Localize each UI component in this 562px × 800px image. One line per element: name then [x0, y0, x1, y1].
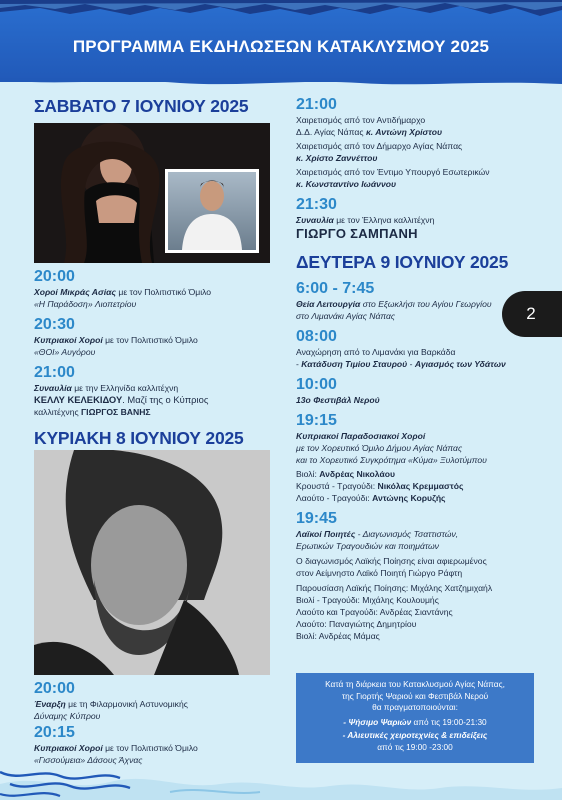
event-description: [296, 358, 536, 370]
event-text: Δύναμης Κύπρου: [34, 711, 101, 721]
event-title: Συναυλία: [296, 215, 334, 225]
singer-photo-kelly: [34, 123, 270, 263]
bearded-singer-image: [34, 450, 270, 675]
info-highlight: - Αλιευτικές χειροτεχνίες & επιδείξεις: [342, 730, 488, 740]
info-line: θα πραγματοποιούνται:: [372, 702, 458, 712]
event-title: Κατάδυση Τιμίου Σταυρού: [301, 359, 408, 369]
event-text: με την Ελληνίδα καλλιτέχνη: [71, 383, 179, 393]
role: Λαούτο - Τραγούδι:: [296, 493, 373, 503]
singer-photo-sunday: [34, 450, 270, 675]
event-text: με τον Έλληνα καλλιτέχνη: [333, 215, 435, 225]
musician-line: Βιολί: Ανδρέας Μάμας: [296, 631, 380, 641]
event-text: -: [407, 359, 415, 369]
event-time: 6:00 - 7:45: [296, 280, 375, 297]
header-wave: [0, 78, 562, 88]
event-time: 21:30: [296, 196, 337, 213]
sunday-title: ΚΥΡΙΑΚΗ 8 ΙΟΥΝΙΟΥ 2025: [34, 428, 244, 448]
official-name: κ. Αντώνη Χρίστου: [365, 127, 443, 137]
musician-line: Βιολί - Τραγούδι: Μιχάλης Κουλουμής: [296, 595, 439, 605]
event-text: «Γισσούμεια» Δάσους Άχνας: [34, 755, 143, 765]
event-description: Χαιρετισμός από τον Έντιμο Υπουργό Εσωτερικών: [296, 167, 490, 177]
event-time: 19:15: [296, 412, 337, 429]
event-title: Χοροί Μικράς Ασίας: [34, 287, 116, 297]
event-title: Συναυλία: [34, 383, 72, 393]
singer-photo-giorgos: [165, 169, 259, 253]
event-description: [34, 298, 274, 310]
event-description: Αναχώρηση από το Λιμανάκι για Βαρκάδα: [296, 347, 456, 357]
event-time: 20:00: [34, 268, 75, 285]
musician-line: [296, 492, 536, 504]
event-text: με τον Πολιτιστικό Όμιλο: [102, 335, 198, 345]
info-line: της Γιορτής Ψαριού και Φεστιβάλ Νερού: [341, 690, 489, 701]
event-description: [34, 382, 274, 394]
sunday-events: [34, 674, 274, 766]
info-line: από τις 19:00 -23:00: [377, 741, 453, 752]
page-title: ΠΡΟΓΡΑΜΜΑ ΕΚΔΗΛΩΣΕΩΝ ΚΑΤΑΚΛΥΣΜΟΥ 2025: [72, 37, 490, 56]
event-description: στο Λιμανάκι Αγίας Νάπας: [296, 311, 396, 321]
official-name: κ. Κωνσταντίνο Ιωάννου: [296, 179, 397, 189]
event-title: Κυπριακοί Παραδοσιακοί Χοροί: [296, 431, 426, 441]
info-highlight: - Ψήσιμο Ψαριών: [343, 716, 412, 727]
artist-name: ΓΙΩΡΓΟΣ ΒΑΝΗΣ: [81, 407, 151, 417]
artist-name: ΚΕΛΛΥ ΚΕΛΕΚΙΔΟΥ: [34, 394, 123, 405]
event-description: Ερωτικών Τραγουδιών και ποιημάτων: [296, 541, 439, 551]
event-time: 19:45: [296, 510, 337, 527]
event-description: [34, 710, 274, 722]
event-title: Αγιασμός των Υδάτων: [414, 359, 506, 369]
monday-title: ΔΕΥΤΕΡΑ 9 ΙΟΥΝΙΟΥ 2025: [296, 252, 509, 272]
saturday-section: [34, 96, 274, 117]
artist-name: ΓΙΩΡΓΟ ΣΑΜΠΑΝΗ: [296, 226, 418, 241]
musician-name: Ανδρέας Νικολάου: [319, 469, 396, 479]
event-description: [34, 286, 274, 298]
musician-line: Λαούτο και Τραγούδι: Ανδρέας Σιαντάνης: [296, 607, 453, 617]
musician-line: Λαούτο: Παναγιώτης Δημητρίου: [296, 619, 417, 629]
event-title: Κυπριακοί Χοροί: [34, 335, 103, 345]
event-description: Χαιρετισμός από τον Αντιδήμαρχο: [296, 115, 426, 125]
event-time: 21:00: [34, 364, 75, 381]
event-description: με τον Χορευτικό Όμιλο Δήμου Αγίας Νάπας: [296, 443, 463, 453]
sunday-section: [34, 428, 274, 449]
saturday-events-right: [296, 90, 536, 241]
monday-section: [296, 252, 536, 642]
event-time: 08:00: [296, 328, 337, 345]
event-description: [34, 346, 274, 358]
event-description: [296, 528, 536, 540]
event-text: «Η Παράδοση» Λιοπετρίου: [34, 299, 137, 309]
event-description: [34, 334, 274, 346]
role: Βιολί:: [296, 469, 320, 479]
header-banner: [0, 0, 562, 82]
event-description: [34, 406, 274, 418]
event-time: 20:00: [34, 680, 75, 697]
musician-name: Αντώνης Κορυζής: [372, 493, 446, 503]
role: Κρουστά - Τραγούδι:: [296, 481, 378, 491]
saturday-events-left: [34, 262, 274, 418]
event-description: στον Αείμνηστο Λαϊκό Ποιητή Γιώργο Ράφτη: [296, 568, 463, 578]
header-decoration: [0, 0, 562, 22]
event-time: 20:30: [34, 316, 75, 333]
page-number-badge[interactable]: 2: [502, 291, 562, 337]
saturday-title: ΣΑΒΒΑΤΟ 7 ΙΟΥΝΙΟΥ 2025: [34, 96, 249, 116]
event-description: Παρουσίαση Λαϊκής Ποίησης: Μιχάλης Χατζημιχαήλ: [296, 583, 493, 593]
musician-line: [296, 480, 536, 492]
event-text: «ΘΟΙ» Αυγόρου: [34, 347, 96, 357]
event-description: Χαιρετισμός από τον Δήμαρχο Αγίας Νάπας: [296, 141, 463, 151]
event-text: με τον Πολιτιστικό Όμιλο: [102, 743, 198, 753]
info-text: από τις 19:00-21:30: [411, 716, 487, 727]
event-title: 13ο Φεστιβάλ Νερού: [296, 395, 380, 405]
event-text: καλλιτέχνης: [34, 407, 82, 417]
event-text: με τον Πολιτιστικό Όμιλο: [116, 287, 212, 297]
event-description: [34, 698, 274, 710]
event-text: -: [296, 359, 302, 369]
event-text: - Διαγωνισμός Τσαττιστών,: [355, 529, 459, 539]
musician-line: [296, 468, 536, 480]
event-description: [34, 394, 274, 406]
event-time: 20:15: [34, 724, 75, 741]
bottom-waves: [0, 762, 562, 800]
event-time: 10:00: [296, 376, 337, 393]
event-description: [34, 742, 274, 754]
event-title: Κυπριακοί Χοροί: [34, 743, 103, 753]
event-text: στο Εξωκλήσι του Αγίου Γεωργίου: [360, 299, 492, 309]
event-title: Λαϊκοί Ποιητές: [296, 529, 356, 539]
event-text: Δ.Δ. Αγίας Νάπας: [296, 127, 366, 137]
event-description: [296, 298, 536, 310]
event-description: και το Χορευτικό Συγκρότημα «Κύμα» Ξυλοτύμπου: [296, 455, 487, 465]
event-description: Ο διαγωνισμός Λαϊκής Ποίησης είναι αφιερωμένος: [296, 556, 487, 566]
event-time: 21:00: [296, 96, 337, 113]
event-description: [296, 126, 536, 138]
official-name: κ. Χρίστο Ζαννέττου: [296, 153, 378, 163]
musician-name: Νικόλας Κρεμμαστός: [377, 481, 464, 491]
event-title: Έναρξη: [34, 699, 66, 709]
event-text: με τη Φιλαρμονική Αστυνομικής: [65, 699, 188, 709]
info-line: [296, 717, 534, 729]
info-line: Κατά τη διάρκεια του Κατακλυσμού Αγίας Νάπας,: [325, 679, 505, 689]
event-title: Θεία Λειτουργία: [296, 299, 361, 309]
info-box: [296, 673, 534, 763]
event-description: [296, 214, 536, 226]
male-singer-image: [168, 172, 256, 250]
event-text: . Μαζί της ο Κύπριος: [122, 394, 209, 405]
